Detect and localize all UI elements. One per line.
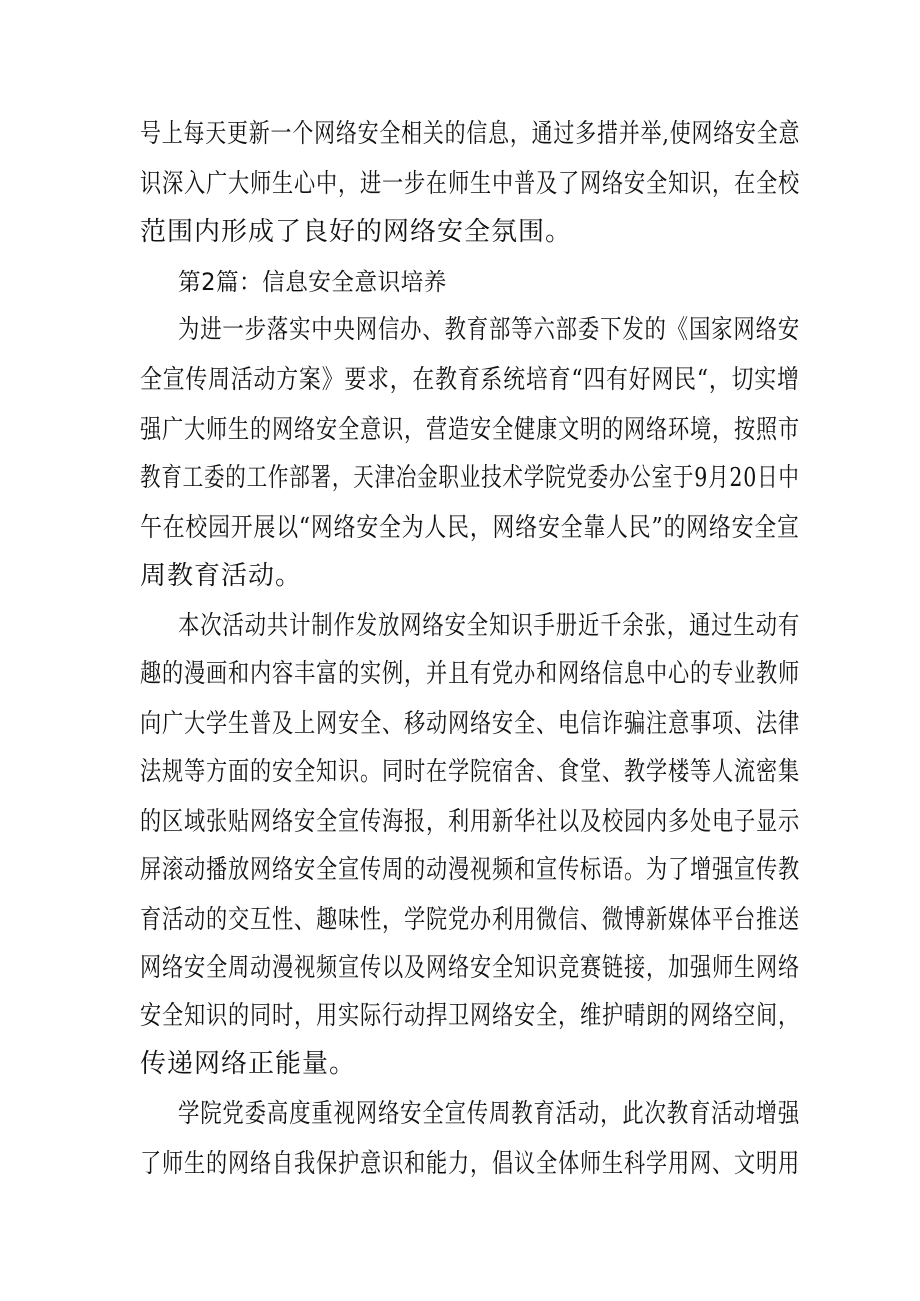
body-text-line: 强广大师生的网络安全意识，营造安全健康文明的网络环境，按照市	[140, 415, 801, 445]
body-text-line: 本次活动共计制作发放网络安全知识手册近千余张，通过生动有	[178, 611, 801, 641]
body-text-line: 屏滚动播放网络安全宣传周的动漫视频和宣传标语。为了增强宣传教	[140, 855, 801, 885]
body-text-line: 全宣传周活动方案》要求，在教育系统培育“四有好网民“，切实增	[140, 365, 800, 395]
body-text-line: 识深入广大师生心中，进一步在师生中普及了网络安全知识，在全校	[140, 169, 801, 199]
body-text-line: 法规等方面的安全知识。同时在学院宿舍、食堂、教学楼等人流密集	[140, 757, 801, 787]
body-text-line: 安全知识的同时，用实际行动捍卫网络安全，维护晴朗的网络空间，	[140, 1001, 801, 1031]
body-text-line: 午在校园开展以“网络安全为人民，网络安全靠人民”的网络安全宣	[140, 513, 800, 543]
section-heading: 第2篇：信息安全意识培养	[178, 268, 447, 296]
body-text-line: 号上每天更新一个网络安全相关的信息，通过多措并举,使网络安全意	[140, 119, 801, 149]
body-text-line: 教育工委的工作部署，天津冶金职业技术学院党委办公室于9月20日中	[140, 463, 800, 493]
body-text-line: 范围内形成了良好的网络安全氛围。	[140, 217, 573, 247]
body-text-line: 学院党委高度重视网络安全宣传周教育活动，此次教育活动增强	[178, 1099, 801, 1129]
body-text-line: 传递网络正能量。	[140, 1049, 357, 1079]
body-text-line: 的区域张贴网络安全宣传海报，利用新华社以及校园内多处电子显示	[140, 807, 801, 837]
body-text-line: 了师生的网络自我保护意识和能力，倡议全体师生科学用网、文明用	[140, 1149, 801, 1179]
body-text-line: 为进一步落实中央网信办、教育部等六部委下发的《国家网络安	[178, 315, 801, 345]
body-text-line: 周教育活动。	[140, 561, 303, 591]
body-text-line: 网络安全周动漫视频宣传以及网络安全知识竞赛链接，加强师生网络	[140, 953, 801, 983]
body-text-line: 育活动的交互性、趣味性，学院党办利用微信、微博新媒体平台推送	[140, 905, 801, 935]
body-text-line: 趣的漫画和内容丰富的实例，并且有党办和网络信息中心的专业教师	[140, 659, 801, 689]
body-text-line: 向广大学生普及上网安全、移动网络安全、电信诈骗注意事项、法律	[140, 709, 801, 739]
